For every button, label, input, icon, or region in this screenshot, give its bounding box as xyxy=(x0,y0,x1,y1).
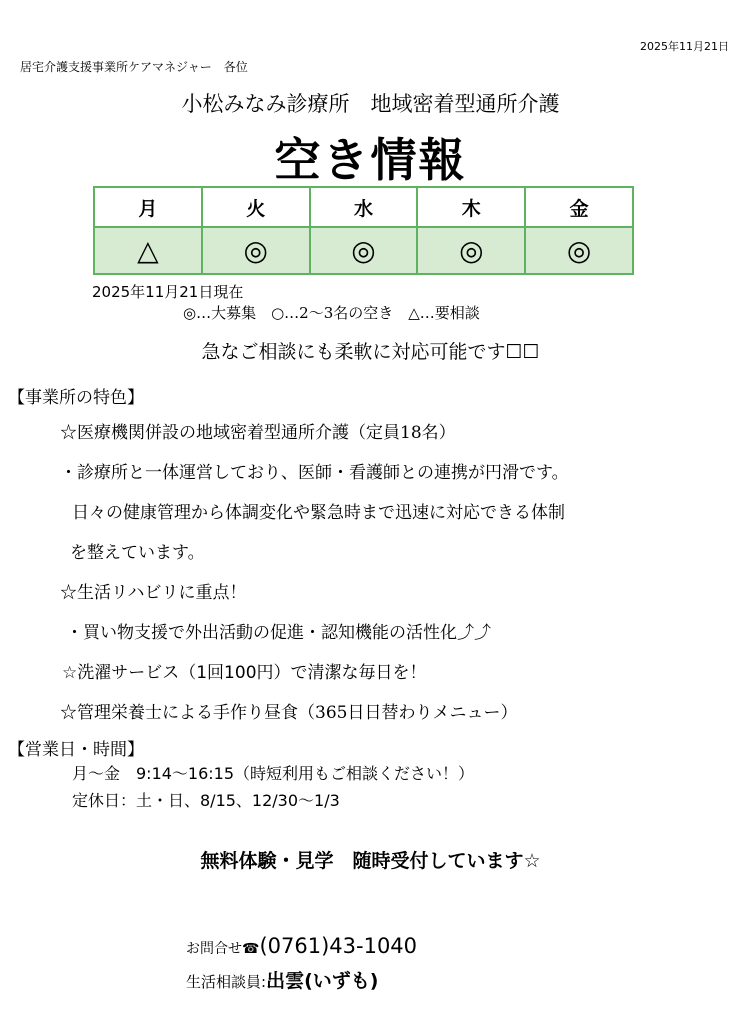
facility-subtitle: 小松みなみ診療所 地域密着型通所介護 xyxy=(181,92,560,116)
day-cell-wed: 水 xyxy=(310,187,418,227)
day-cell-mon: 月 xyxy=(94,187,202,227)
business-hours: 月～金 9:14～16:15（時短利用もご相談ください！） xyxy=(72,764,475,783)
weekday-row xyxy=(94,187,633,227)
mark-cell-wed: ◎ xyxy=(310,227,418,274)
mark-cell-mon: △ xyxy=(94,227,202,274)
phone-number: (0761)43-1040 xyxy=(259,934,418,958)
availability-table xyxy=(93,186,634,275)
as-of-date: 2025年11月21日現在 xyxy=(92,283,244,301)
availability-legend: ◎…大募集 ○…2～3名の空き △…要相談 xyxy=(183,304,480,322)
counselor-name: 出雲(いずも) xyxy=(266,970,379,992)
day-cell-tue: 火 xyxy=(202,187,310,227)
feature-line: ・診療所と一体運営しており、医師・看護師との連携が円滑です。 xyxy=(60,463,569,483)
feature-line: ☆管理栄養士による手作り昼食（365日日替わりメニュー） xyxy=(60,703,518,723)
mark-cell-thu: ◎ xyxy=(417,227,525,274)
inquiry-label: お問合せ☎ xyxy=(186,941,260,957)
feature-line: を整えています。 xyxy=(70,543,205,563)
inquiry-line xyxy=(186,934,417,958)
mark-cell-fri: ◎ xyxy=(525,227,633,274)
recipient-line: 居宅介護支援事業所ケアマネジャー 各位 xyxy=(20,60,248,74)
mark-cell-tue: ◎ xyxy=(202,227,310,274)
availability-row xyxy=(94,227,633,274)
feature-line: ☆生活リハビリに重点！ xyxy=(60,583,247,603)
feature-line: ☆洗濯サービス（1回100円）で清潔な毎日を！ xyxy=(62,663,427,683)
trial-visit-notice: 無料体験・見学 随時受付しています☆ xyxy=(200,850,541,872)
feature-line: ☆医療機関併設の地域密着型通所介護（定員18名） xyxy=(60,423,456,443)
page-title: 空き情報 xyxy=(274,133,467,187)
urgent-consultation-note: 急なご相談にも柔軟に対応可能です☐☐ xyxy=(201,341,540,363)
day-cell-fri: 金 xyxy=(525,187,633,227)
counselor-line xyxy=(186,966,378,993)
feature-line: ・買い物支援で外出活動の促進・認知機能の活性化⤴⤴ xyxy=(66,623,491,643)
day-cell-thu: 木 xyxy=(417,187,525,227)
hours-heading: 【営業日・時間】 xyxy=(8,740,144,760)
closed-days: 定休日：土・日、8/15、12/30～1/3 xyxy=(72,791,340,810)
counselor-label: 生活相談員: xyxy=(186,973,267,991)
feature-line: 日々の健康管理から体調変化や緊急時まで迅速に対応できる体制 xyxy=(72,503,565,523)
features-heading: 【事業所の特色】 xyxy=(8,388,144,408)
document-date: 2025年11月21日 xyxy=(640,40,729,53)
